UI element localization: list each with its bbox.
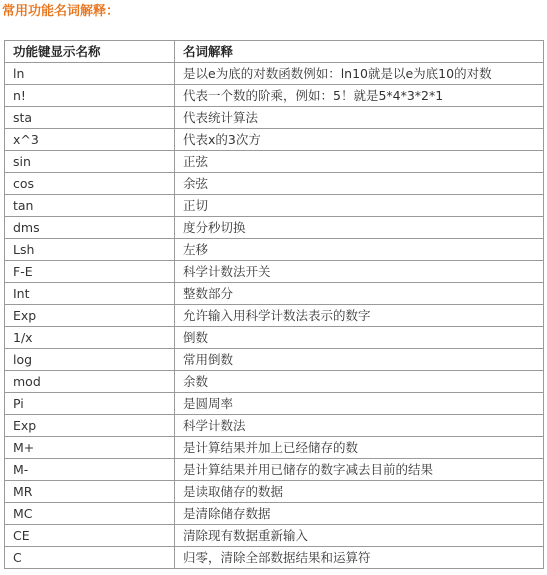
explanation-cell: 余弦 (175, 173, 544, 195)
function-key-cell: ln (5, 63, 175, 85)
table-row (5, 173, 544, 195)
explanation-cell: 常用倒数 (175, 349, 544, 371)
glossary-table (4, 40, 544, 569)
function-key-cell: C (5, 547, 175, 569)
function-key-cell: MR (5, 481, 175, 503)
function-key-cell: Exp (5, 305, 175, 327)
table-row (5, 525, 544, 547)
function-key-cell: F-E (5, 261, 175, 283)
function-key-cell: Lsh (5, 239, 175, 261)
explanation-cell: 是计算结果并加上已经储存的数 (175, 437, 544, 459)
explanation-cell: 左移 (175, 239, 544, 261)
explanation-cell: 正切 (175, 195, 544, 217)
table-row (5, 437, 544, 459)
function-key-cell: 1/x (5, 327, 175, 349)
explanation-cell: 是清除储存数据 (175, 503, 544, 525)
function-key-cell: Exp (5, 415, 175, 437)
function-key-cell: tan (5, 195, 175, 217)
table-row (5, 195, 544, 217)
explanation-cell: 科学计数法 (175, 415, 544, 437)
explanation-cell: 是计算结果并用已储存的数字减去目前的结果 (175, 459, 544, 481)
explanation-cell: 允许输入用科学计数法表示的数字 (175, 305, 544, 327)
function-key-cell: sin (5, 151, 175, 173)
table-row (5, 503, 544, 525)
explanation-cell: 是以e为底的对数函数例如：ln10就是以e为底10的对数 (175, 63, 544, 85)
table-row (5, 217, 544, 239)
function-key-cell: cos (5, 173, 175, 195)
function-key-cell: M- (5, 459, 175, 481)
table-row (5, 129, 544, 151)
explanation-cell: 是读取储存的数据 (175, 481, 544, 503)
table-row (5, 261, 544, 283)
function-key-cell: log (5, 349, 175, 371)
explanation-cell: 余数 (175, 371, 544, 393)
explanation-cell: 是圆周率 (175, 393, 544, 415)
explanation-cell: 度分秒切换 (175, 217, 544, 239)
table-row (5, 371, 544, 393)
page-heading: 常用功能名词解释： (2, 4, 120, 19)
function-key-cell: sta (5, 107, 175, 129)
function-key-cell: Pi (5, 393, 175, 415)
table-row (5, 459, 544, 481)
header-key-name: 功能键显示名称 (5, 41, 175, 63)
table-row (5, 107, 544, 129)
explanation-cell: 清除现有数据重新输入 (175, 525, 544, 547)
explanation-cell: 归零，清除全部数据结果和运算符 (175, 547, 544, 569)
explanation-cell: 代表统计算法 (175, 107, 544, 129)
explanation-cell: 整数部分 (175, 283, 544, 305)
table-row (5, 239, 544, 261)
explanation-cell: 科学计数法开关 (175, 261, 544, 283)
table-row (5, 481, 544, 503)
function-key-cell: M+ (5, 437, 175, 459)
table-body (5, 63, 544, 569)
table-row (5, 327, 544, 349)
explanation-cell: 代表x的3次方 (175, 129, 544, 151)
table-row (5, 393, 544, 415)
table-row (5, 415, 544, 437)
function-key-cell: x^3 (5, 129, 175, 151)
table-row (5, 349, 544, 371)
table-row (5, 547, 544, 569)
function-key-cell: CE (5, 525, 175, 547)
explanation-cell: 倒数 (175, 327, 544, 349)
header-explanation: 名词解释 (175, 41, 544, 63)
table-header-row (5, 41, 544, 63)
function-key-cell: n! (5, 85, 175, 107)
table-row (5, 151, 544, 173)
explanation-cell: 正弦 (175, 151, 544, 173)
function-key-cell: MC (5, 503, 175, 525)
table-row (5, 63, 544, 85)
table-row (5, 85, 544, 107)
function-key-cell: mod (5, 371, 175, 393)
table-row (5, 283, 544, 305)
function-key-cell: Int (5, 283, 175, 305)
function-key-cell: dms (5, 217, 175, 239)
table-row (5, 305, 544, 327)
explanation-cell: 代表一个数的阶乘，例如：5！就是5*4*3*2*1 (175, 85, 544, 107)
